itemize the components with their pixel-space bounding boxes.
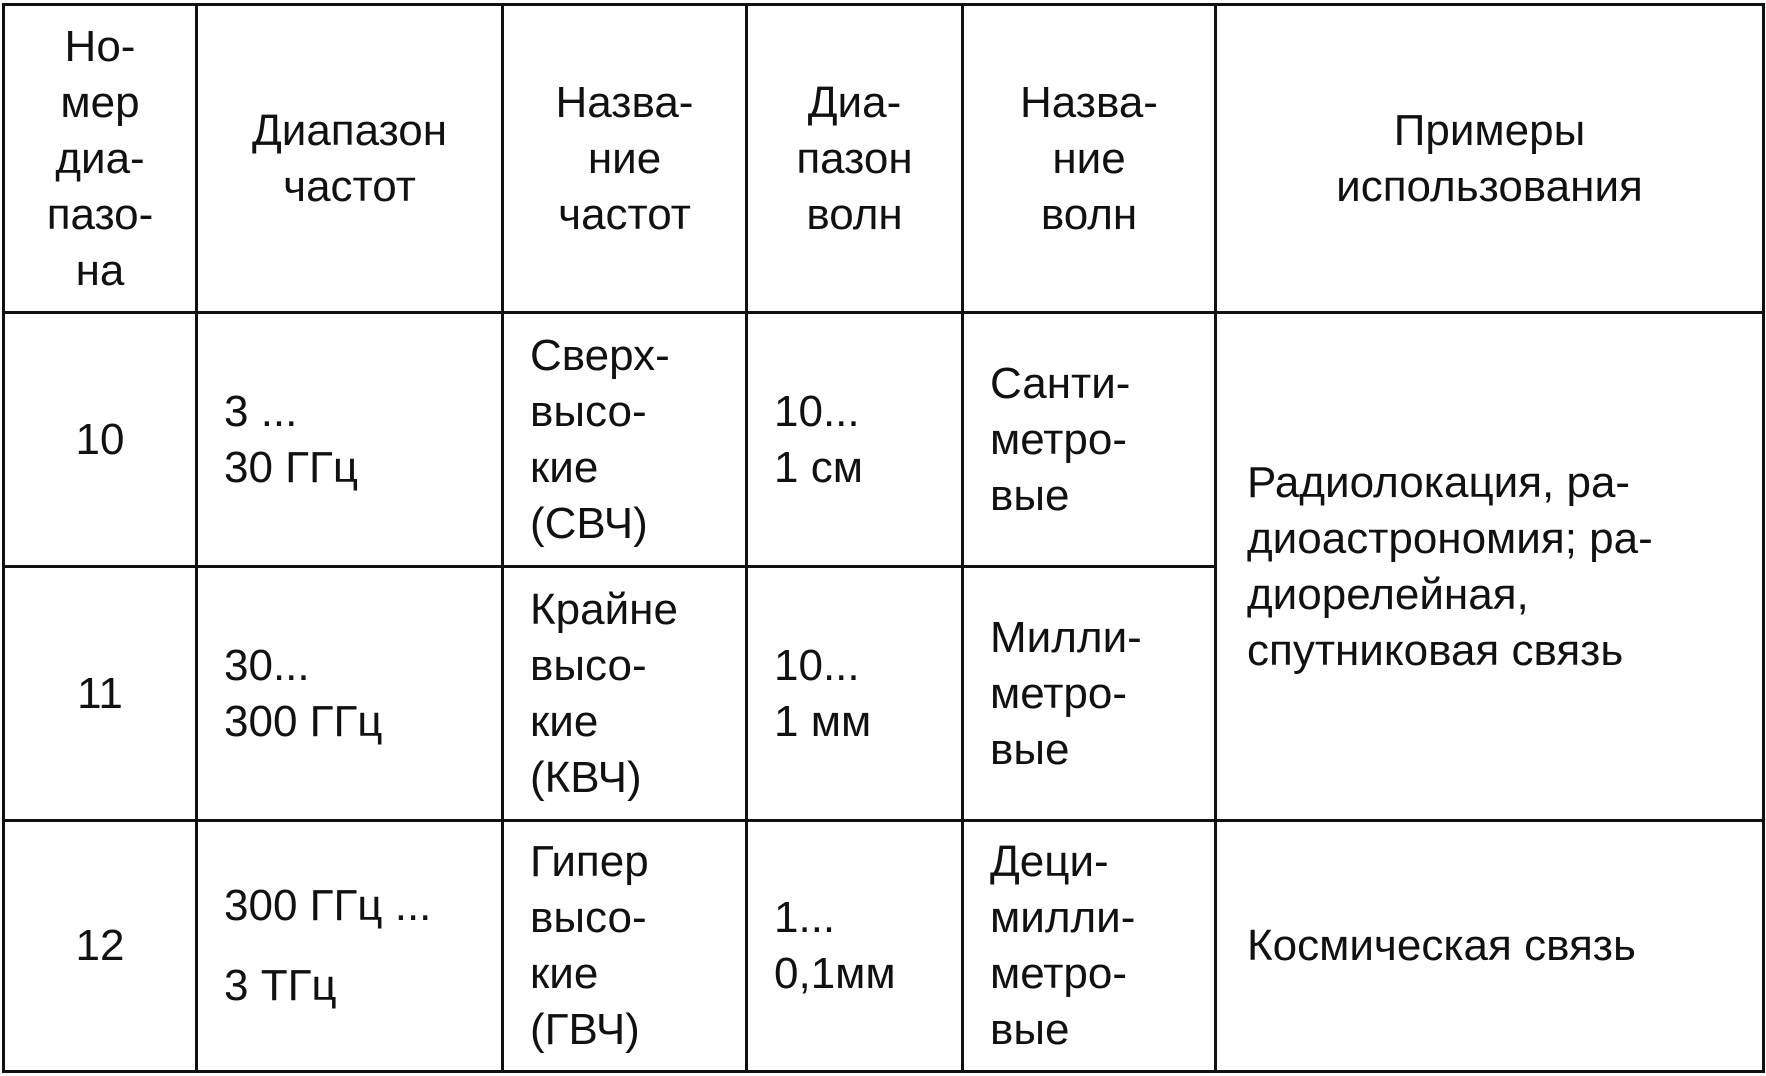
header-text: частот — [558, 189, 691, 239]
cell-band-number: 10 — [4, 313, 197, 567]
header-text: Диапазон — [251, 105, 448, 155]
cell-text: Милли- — [990, 612, 1142, 662]
header-text: использования — [1336, 161, 1643, 211]
cell-examples — [1216, 821, 1764, 1072]
header-text: волн — [1040, 189, 1138, 239]
cell-band-number: 11 — [4, 567, 197, 821]
cell-text: вые — [990, 470, 1070, 520]
cell-text: диорелейная, — [1247, 569, 1529, 619]
cell-text: 3 ТГц — [224, 961, 337, 1010]
cell-text: 10... — [774, 640, 860, 690]
header-text: Назва- — [1020, 77, 1158, 127]
cell-wave-name — [963, 821, 1216, 1072]
cell-text: кие — [530, 696, 599, 746]
cell-text: Космическая связь — [1247, 921, 1636, 970]
header-text: Назва- — [555, 77, 694, 127]
header-text: ние — [1052, 133, 1126, 183]
cell-text: Гипер — [530, 837, 649, 886]
cell-text: вые — [990, 1005, 1070, 1054]
header-examples — [1216, 5, 1764, 313]
cell-freq-range — [197, 821, 503, 1072]
table-header-row — [4, 5, 1764, 313]
cell-text: 1 мм — [774, 696, 872, 746]
header-text: Но- — [64, 21, 136, 71]
frequency-bands-table-container — [2, 3, 1762, 1070]
cell-text: 300 ГГц ... — [224, 881, 432, 930]
cell-text: вые — [990, 724, 1070, 774]
header-text: мер — [60, 77, 140, 127]
header-freq-name — [503, 5, 747, 313]
header-text: частот — [283, 161, 416, 211]
table-row — [4, 821, 1764, 1072]
header-text: диа- — [55, 133, 145, 183]
header-wave-range — [747, 5, 963, 313]
header-text: на — [75, 245, 125, 295]
cell-wave-name — [963, 313, 1216, 567]
cell-freq-name — [503, 567, 747, 821]
cell-text: (ГВЧ) — [530, 1005, 640, 1054]
cell-text: высо- — [530, 893, 647, 942]
cell-text: Санти- — [990, 358, 1131, 408]
cell-freq-name — [503, 313, 747, 567]
cell-text: 10... — [774, 386, 860, 436]
header-text: волн — [806, 189, 903, 239]
header-wave-name — [963, 5, 1216, 313]
cell-text: (КВЧ) — [530, 752, 642, 802]
cell-text: Крайне — [530, 584, 678, 634]
cell-text: милли- — [990, 893, 1136, 942]
cell-band-number: 12 — [4, 821, 197, 1072]
cell-text: метро- — [990, 949, 1128, 998]
cell-text: 30... — [224, 640, 310, 690]
table-row — [4, 313, 1764, 567]
cell-text: спутниковая связь — [1247, 625, 1624, 675]
header-freq-range — [197, 5, 503, 313]
cell-text: 1 см — [774, 442, 863, 492]
cell-freq-range — [197, 567, 503, 821]
cell-text: высо- — [530, 640, 647, 690]
cell-text: Сверх- — [530, 330, 670, 380]
cell-text: метро- — [990, 668, 1128, 718]
cell-examples-merged — [1216, 313, 1764, 821]
header-text: пазо- — [46, 189, 154, 239]
cell-text: Радиолокация, ра- — [1247, 457, 1631, 507]
header-band-number — [4, 5, 197, 313]
cell-wave-range — [747, 821, 963, 1072]
cell-text: 0,1мм — [774, 949, 896, 998]
cell-text: 30 ГГц — [224, 442, 359, 492]
cell-text: метро- — [990, 414, 1128, 464]
header-text: ние — [587, 133, 662, 183]
cell-text: высо- — [530, 386, 647, 436]
header-text: Диа- — [807, 77, 902, 127]
header-text: Примеры — [1393, 105, 1586, 155]
cell-freq-name — [503, 821, 747, 1072]
cell-wave-range — [747, 313, 963, 567]
cell-text: 300 ГГц — [224, 696, 383, 746]
cell-text: 3 ... — [224, 386, 298, 436]
cell-text: (СВЧ) — [530, 498, 648, 548]
frequency-bands-table — [2, 3, 1765, 1073]
cell-wave-range — [747, 567, 963, 821]
cell-freq-range — [197, 313, 503, 567]
cell-text: Деци- — [990, 837, 1109, 886]
cell-text: кие — [530, 442, 599, 492]
cell-wave-name — [963, 567, 1216, 821]
header-text: пазон — [796, 133, 913, 183]
cell-text: кие — [530, 949, 599, 998]
cell-text: диоастрономия; ра- — [1247, 513, 1653, 563]
cell-text: 1... — [774, 893, 836, 942]
